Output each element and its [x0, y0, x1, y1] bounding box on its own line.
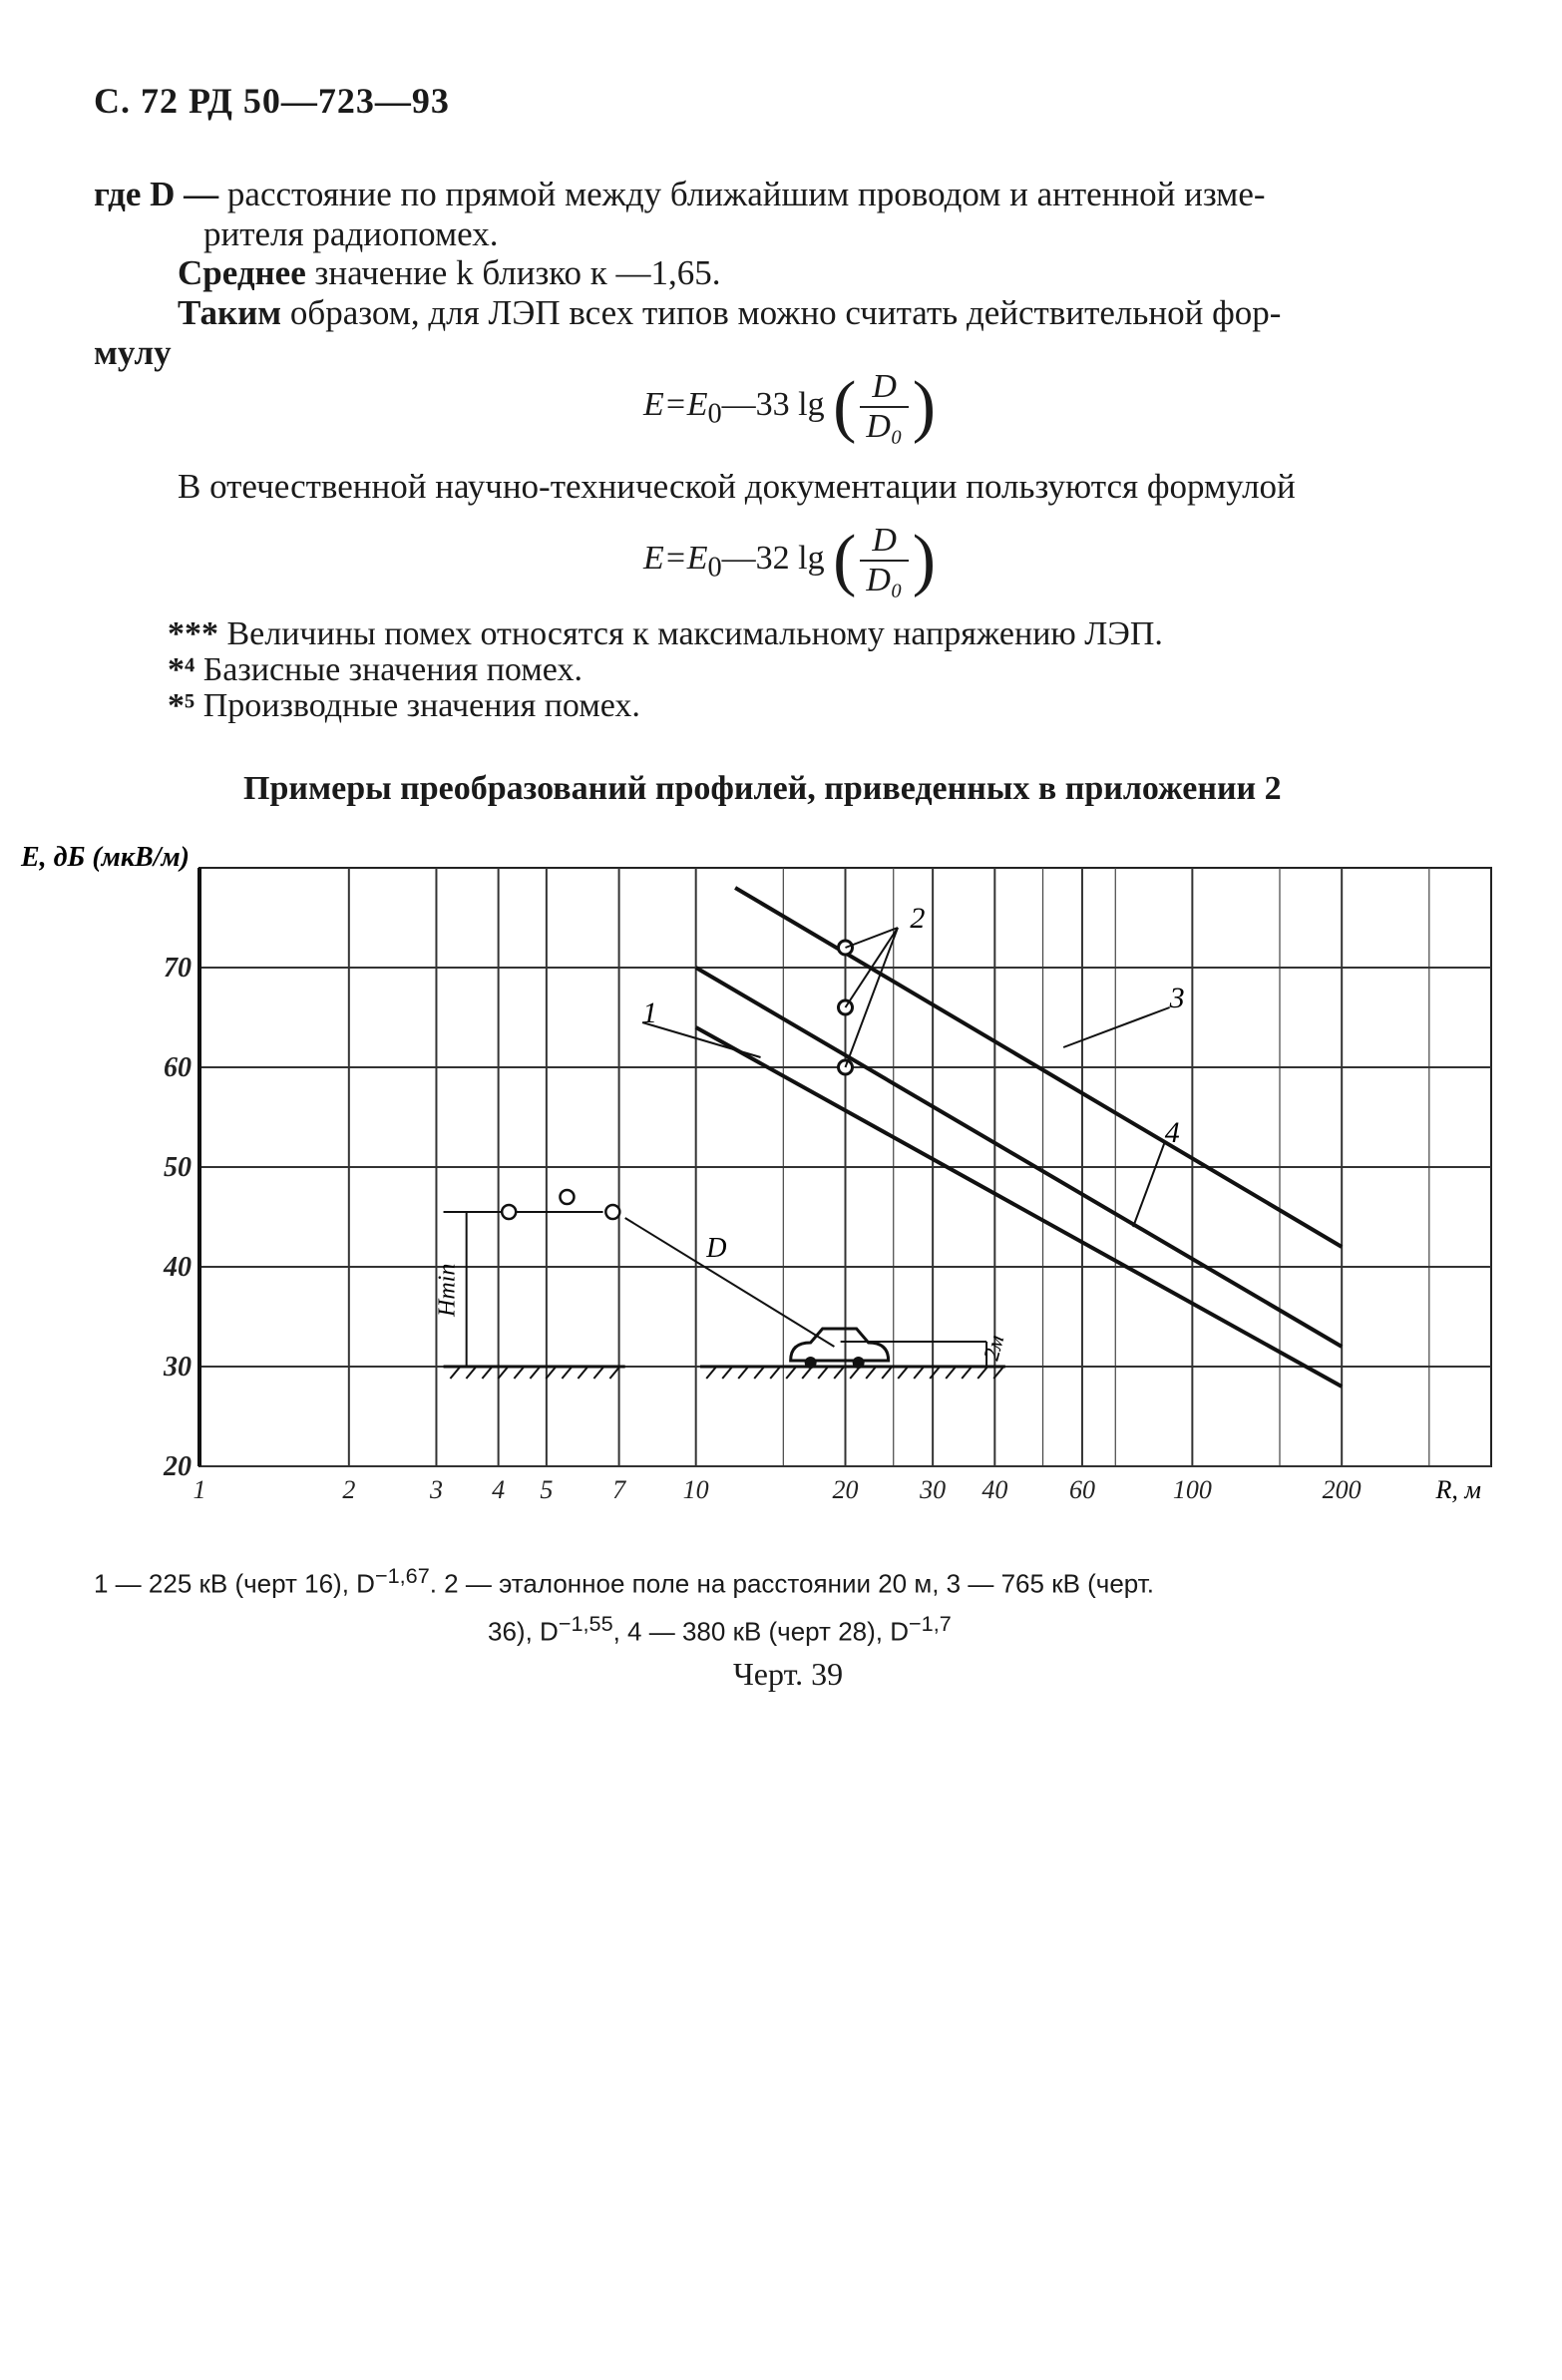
- x-tick-label: 100: [1172, 1475, 1212, 1504]
- ground-hatch: [946, 1367, 956, 1379]
- ground-hatch: [738, 1367, 748, 1379]
- section-title: Примеры преобразований профилей, приведенных в приложении 2: [243, 770, 1282, 807]
- curve-label: 3: [1169, 982, 1185, 1014]
- x-tick-label: 60: [1068, 1475, 1095, 1504]
- x-tick-label: 5: [540, 1475, 554, 1504]
- conductor-point: [605, 1205, 619, 1219]
- footnote-mark: *⁴: [168, 651, 195, 688]
- footnote-mark: ***: [168, 615, 218, 652]
- hmin-label: Hmin: [434, 1263, 461, 1317]
- ground-hatch: [930, 1367, 940, 1379]
- series-line-3: [696, 968, 1343, 1347]
- caption-exp: −1,7: [909, 1610, 952, 1636]
- ground-hatch: [498, 1367, 508, 1379]
- mean-text: значение k близко к —1,65.: [305, 253, 721, 292]
- formula2-den: D₀: [866, 562, 903, 598]
- ground-hatch: [818, 1367, 828, 1379]
- caption-part: 1 — 225 кВ (черт 16), D: [94, 1568, 375, 1599]
- leader-line: [1063, 1007, 1169, 1047]
- ground-hatch: [834, 1367, 844, 1379]
- definition-paragraph: [94, 175, 1490, 254]
- ground-hatch: [786, 1367, 796, 1379]
- paren-right: ): [912, 368, 937, 445]
- ground-hatch: [514, 1367, 524, 1379]
- leader-line: [1133, 1142, 1165, 1227]
- ground-hatch: [914, 1367, 924, 1379]
- thus-bold: Таким: [178, 293, 282, 332]
- y-tick-label: 40: [164, 1252, 192, 1283]
- mean-value-line: [178, 253, 721, 293]
- caption-part: , 4 — 380 кВ (черт 28), D: [612, 1616, 909, 1647]
- formula2-fraction: [860, 522, 908, 599]
- formula1-sub: 0: [707, 398, 722, 430]
- formula2-left: E=E: [643, 539, 708, 577]
- ground-hatch: [578, 1367, 587, 1379]
- formula1-fraction: [860, 368, 908, 446]
- paren-left: (: [833, 368, 857, 445]
- definition-lead: где D —: [94, 175, 227, 213]
- footnote-3: [168, 688, 1163, 724]
- caption-exp: −1,55: [558, 1610, 613, 1636]
- car-wheel-icon: [853, 1357, 865, 1369]
- x-tick-label: 20: [832, 1475, 859, 1504]
- ground-hatch: [562, 1367, 572, 1379]
- footnote-text: Базисные значения помех.: [202, 651, 583, 688]
- ground-hatch: [866, 1367, 876, 1379]
- ground-hatch: [482, 1367, 492, 1379]
- footnotes: [168, 616, 1163, 724]
- ground-hatch: [546, 1367, 556, 1379]
- x-tick-label: 30: [920, 1475, 947, 1504]
- footnote-text: Величины помех относятся к максимальному напряжению ЛЭП.: [226, 615, 1163, 652]
- thus-paragraph: [94, 293, 1500, 373]
- page-header: С. 72 РД 50—723—93: [94, 81, 450, 121]
- ground-hatch: [706, 1367, 716, 1379]
- formula2-sub: 0: [707, 552, 722, 584]
- x-axis-label: R, м: [1435, 1475, 1481, 1504]
- formula2-mid: —32 lg: [721, 539, 825, 577]
- antenna-height-label: 2м: [977, 1332, 1009, 1364]
- conductor-point: [560, 1190, 574, 1204]
- ground-hatch: [962, 1367, 972, 1379]
- paren-right: ): [912, 522, 937, 598]
- figure-caption: [94, 1556, 1510, 1651]
- x-tick-label: 2: [342, 1475, 356, 1504]
- formula-33lg: [643, 367, 936, 447]
- footnote-text: Производные значения помех.: [202, 687, 640, 724]
- ground-hatch: [898, 1367, 908, 1379]
- curve-label: 1: [641, 996, 657, 1029]
- conductor-point: [502, 1205, 516, 1219]
- x-tick-label: 3: [429, 1475, 443, 1504]
- ground-hatch: [530, 1367, 540, 1379]
- ground-hatch: [722, 1367, 732, 1379]
- car-wheel-icon: [805, 1357, 817, 1369]
- formula1-num: D: [860, 368, 908, 408]
- x-tick-label: 1: [193, 1475, 206, 1504]
- curve-label: 2: [910, 902, 926, 935]
- definition-text: расстояние по прямой между ближайшим проводом и антенной изме-: [226, 175, 1266, 213]
- ground-hatch: [770, 1367, 780, 1379]
- ground-hatch: [977, 1367, 987, 1379]
- thus-text: образом, для ЛЭП всех типов можно считать действительной фор-: [281, 293, 1282, 332]
- leader-line: [846, 928, 899, 948]
- car-icon: [791, 1329, 889, 1361]
- ground-hatch: [466, 1367, 476, 1379]
- distance-label: D: [706, 1233, 727, 1264]
- y-tick-label: 30: [164, 1352, 192, 1383]
- formula1-mid: —33 lg: [721, 385, 825, 423]
- footnote-2: [168, 652, 1163, 688]
- thus-text-2: мулу: [94, 333, 172, 372]
- ground-hatch: [882, 1367, 892, 1379]
- ground-hatch: [593, 1367, 603, 1379]
- x-tick-label: 7: [612, 1475, 626, 1504]
- domestic-line: В отечественной научно-технической документации пользуются формулой: [178, 467, 1296, 506]
- caption-part: . 2 — эталонное поле на расстоянии 20 м, 3 — 765 кВ (черт.: [429, 1568, 1154, 1599]
- figure-label: Черт. 39: [733, 1656, 844, 1692]
- caption-exp: −1,67: [374, 1563, 430, 1588]
- x-tick-label: 200: [1322, 1475, 1362, 1504]
- footnote-1: [168, 616, 1163, 652]
- y-tick-label: 60: [164, 1052, 192, 1083]
- paren-left: (: [833, 522, 857, 598]
- formula1-den: D₀: [866, 408, 903, 445]
- formula1-left: E=E: [643, 385, 708, 423]
- x-tick-label: 10: [682, 1475, 709, 1504]
- ground-hatch: [754, 1367, 764, 1379]
- caption-part: 36), D: [488, 1616, 559, 1647]
- ground-hatch: [450, 1367, 460, 1379]
- x-tick-label: 40: [981, 1475, 1008, 1504]
- curve-label: 4: [1164, 1116, 1180, 1149]
- y-tick-label: 70: [164, 953, 192, 984]
- footnote-mark: *⁵: [168, 687, 195, 724]
- y-axis-label: E, дБ (мкВ/м): [20, 842, 190, 873]
- y-tick-label: 50: [164, 1152, 192, 1183]
- distance-arrow: [625, 1218, 835, 1347]
- leader-line: [642, 1022, 761, 1057]
- field-strength-chart: [20, 838, 1516, 1536]
- formula-32lg: [643, 521, 936, 600]
- y-tick-label: 20: [164, 1451, 192, 1482]
- definition-text-2: рителя радиопомех.: [203, 214, 499, 253]
- x-tick-label: 4: [492, 1475, 506, 1504]
- formula2-num: D: [860, 522, 908, 562]
- series-line-1: [696, 1027, 1343, 1387]
- mean-bold: Среднее: [178, 253, 306, 292]
